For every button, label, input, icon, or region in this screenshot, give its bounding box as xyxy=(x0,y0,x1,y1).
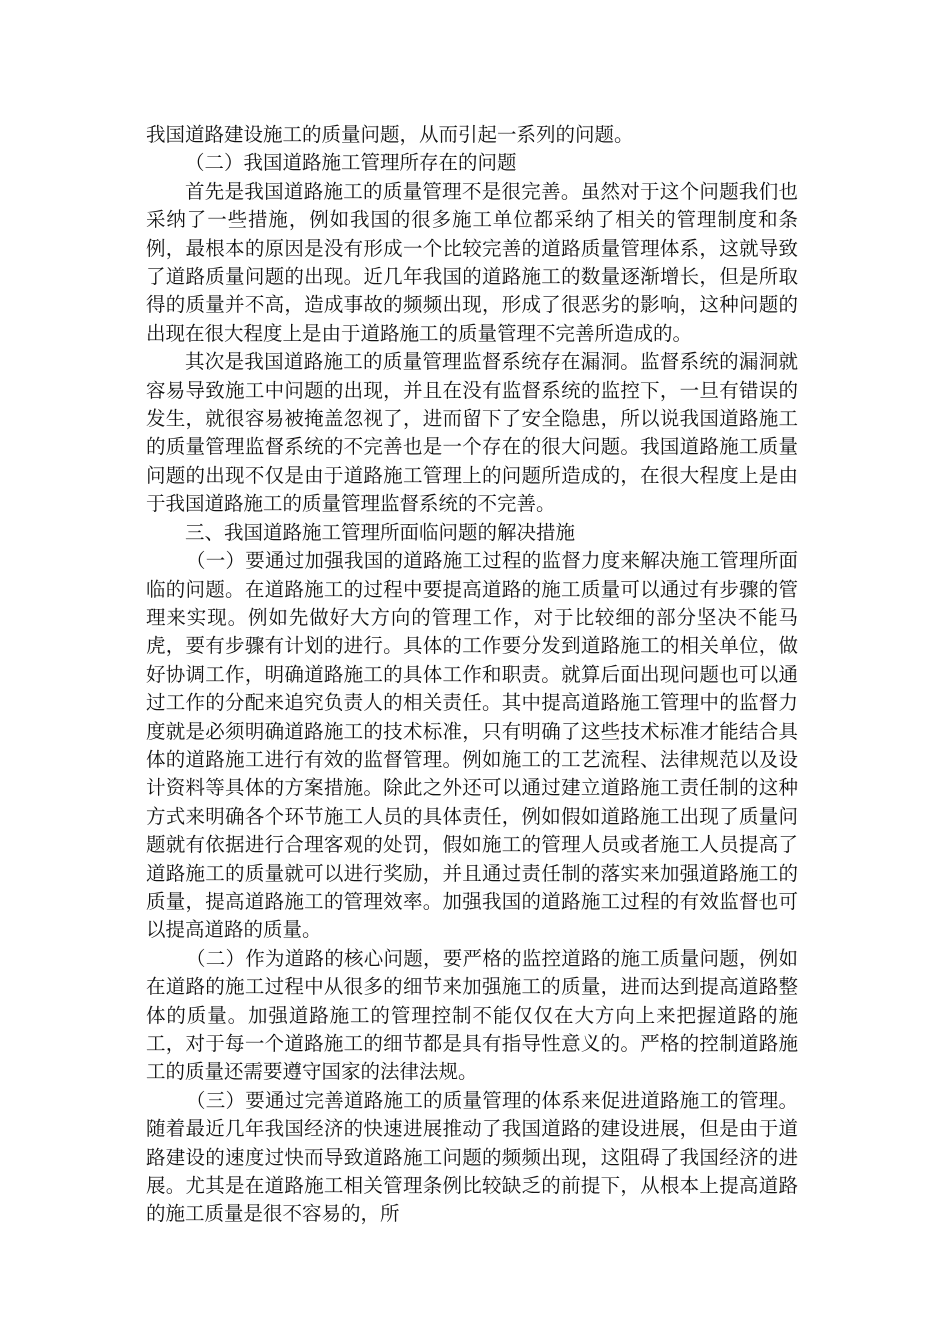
paragraph-continuation: 我国道路建设施工的质量问题，从而引起一系列的问题。 xyxy=(146,123,634,146)
section-heading-2: （二）我国道路施工管理所存在的问题 xyxy=(185,151,517,175)
paragraph-quality-management: 首先是我国道路施工的质量管理不是很完善。虽然对于这个问题我们也采纳了一些措施，例如我国的很多施工单位都采纳了相关的管理制度和条例，最根本的原因是没有形成一个比较完善的道路质量管理体系，这就导致了道路质量问题的出现。近几年我国的道路施工的数量逐渐增长，但是所取得的质量并不高，造成事故的频频出现，形成了很恶劣的影响，这种问题的出现在很大程度上是由于道路施工的质量管理不完善所造成的。 xyxy=(146,179,798,345)
document-page xyxy=(146,121,798,1229)
section-heading-3: 三、我国道路施工管理所面临问题的解决措施 xyxy=(185,520,576,544)
paragraph-measure-2: （二）作为道路的核心问题，要严格的监控道路的施工质量问题，例如在道路的施工过程中从很多的细节来加强施工的质量，进而达到提高道路整体的质量。加强道路施工的管理控制不能仅仅在大方向上来把握道路的施工，对于每一个道路施工的细节都是具有指导性意义的。严格的控制道路施工的质量还需要遵守国家的法律法规。 xyxy=(146,946,798,1084)
paragraph-measure-3: （三）要通过完善道路施工的质量管理的体系来促进道路施工的管理。随着最近几年我国经济的快速进展推动了我国道路的建设进展，但是由于道路建设的速度过快而导致道路施工问题的频频出现，这阻碍了我国经济的进展。尤其是在道路施工相关管理条例比较缺乏的前提下，从根本上提高道路的施工质量是很不容易的，所 xyxy=(146,1088,798,1226)
paragraph-supervision-system: 其次是我国道路施工的质量管理监督系统存在漏洞。监督系统的漏洞就容易导致施工中问题的出现，并且在没有监督系统的监控下，一旦有错误的发生，就很容易被掩盖忽视了，进而留下了安全隐患，所以说我国道路施工的质量管理监督系统的不完善也是一个存在的很大问题。我国道路施工质量问题的出现不仅是由于道路施工管理上的问题所造成的，在很大程度上是由于我国道路施工的质量管理监督系统的不完善。 xyxy=(146,350,798,516)
paragraph-measure-1: （一）要通过加强我国的道路施工过程的监督力度来解决施工管理所面临的问题。在道路施工的过程中要提高道路的施工质量可以通过有步骤的管理来实现。例如先做好大方向的管理工作，对于比较细的部分坚决不能马虎，要有步骤有计划的进行。具体的工作要分发到道路施工的相关单位，做好协调工作，明确道路施工的具体工作和职责。就算后面出现问题也可以通过工作的分配来追究负责人的相关责任。其中提高道路施工管理中的监督力度就是必须明确道路施工的技术标准，只有明确了这些技术标准才能结合具体的道路施工进行有效的监督管理。例如施工的工艺流程、法律规范以及设计资料等具体的方案措施。除此之外还可以通过建立道路施工责任制的这种方式来明确各个环节施工人员的具体责任，例如假如道路施工出现了质量问题就有依据进行合理客观的处罚，假如施工的管理人员或者施工人员提高了道路施工的质量就可以进行奖励，并且通过责任制的落实来加强道路施工的质量，提高道路施工的管理效率。加强我国的道路施工过程的有效监督也可以提高道路的质量。 xyxy=(146,549,798,942)
